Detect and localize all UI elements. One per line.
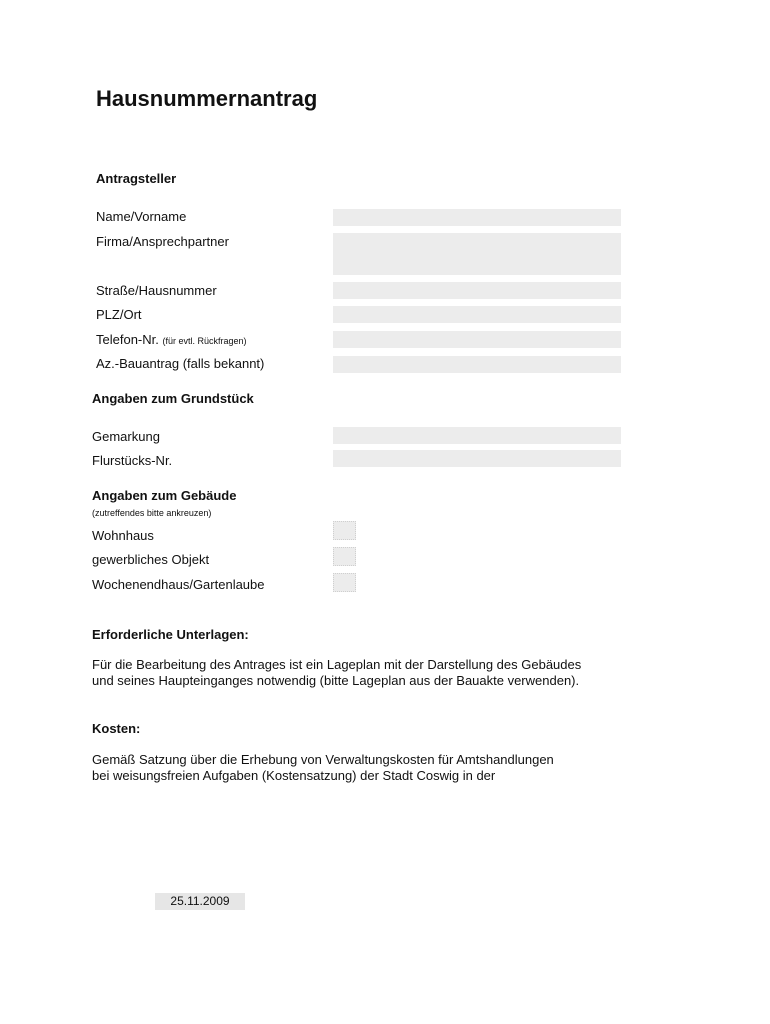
gebaeude-note: (zutreffendes bitte ankreuzen) (92, 508, 212, 518)
gewerbliches-objekt-checkbox[interactable] (333, 547, 356, 566)
firma-field[interactable] (333, 233, 621, 275)
kosten-text-line-2: bei weisungsfreien Aufgaben (Kostensatzung) der Stadt Coswig in der (92, 768, 496, 783)
section-heading-unterlagen: Erforderliche Unterlagen: (92, 627, 249, 642)
telefon-field[interactable] (333, 331, 621, 348)
option-label-wohnhaus: Wohnhaus (92, 528, 154, 543)
telefon-label-text: Telefon-Nr. (96, 332, 159, 347)
telefon-note: (für evtl. Rückfragen) (162, 336, 247, 346)
section-heading-grundstueck: Angaben zum Grundstück (92, 391, 254, 406)
plz-label: PLZ/Ort (96, 307, 142, 322)
page-title: Hausnummernantrag (96, 86, 318, 111)
firma-label: Firma/Ansprechpartner (96, 234, 229, 249)
date-field: 25.11.2009 (155, 893, 245, 910)
unterlagen-text-line-1: Für die Bearbeitung des Antrages ist ein Lageplan mit der Darstellung des Gebäudes (92, 657, 582, 672)
flurstueck-field[interactable] (333, 450, 621, 467)
gemarkung-field[interactable] (333, 427, 621, 444)
option-label-gewerblich: gewerbliches Objekt (92, 552, 210, 567)
az-bauantrag-field[interactable] (333, 356, 621, 373)
plz-ort-field[interactable] (333, 306, 621, 323)
telefon-label (96, 332, 247, 347)
section-heading-gebaeude: Angaben zum Gebäude (92, 488, 237, 503)
wohnhaus-checkbox[interactable] (333, 521, 356, 540)
strasse-label: Straße/Hausnummer (96, 283, 217, 298)
flurstueck-label: Flurstücks-Nr. (92, 453, 173, 468)
section-heading-antragsteller: Antragsteller (96, 171, 177, 186)
wochenendhaus-checkbox[interactable] (333, 573, 356, 592)
unterlagen-text-line-2: und seines Haupteinganges notwendig (bitte Lageplan aus der Bauakte verwenden). (92, 673, 580, 688)
section-heading-kosten: Kosten: (92, 721, 141, 736)
name-field[interactable] (333, 209, 621, 226)
name-label: Name/Vorname (96, 209, 187, 224)
gemarkung-label: Gemarkung (92, 429, 160, 444)
strasse-field[interactable] (333, 282, 621, 299)
option-label-wochenendhaus: Wochenendhaus/Gartenlaube (92, 577, 265, 592)
kosten-text-line-1: Gemäß Satzung über die Erhebung von Verwaltungskosten für Amtshandlungen (92, 752, 554, 767)
az-label: Az.-Bauantrag (falls bekannt) (96, 356, 265, 371)
